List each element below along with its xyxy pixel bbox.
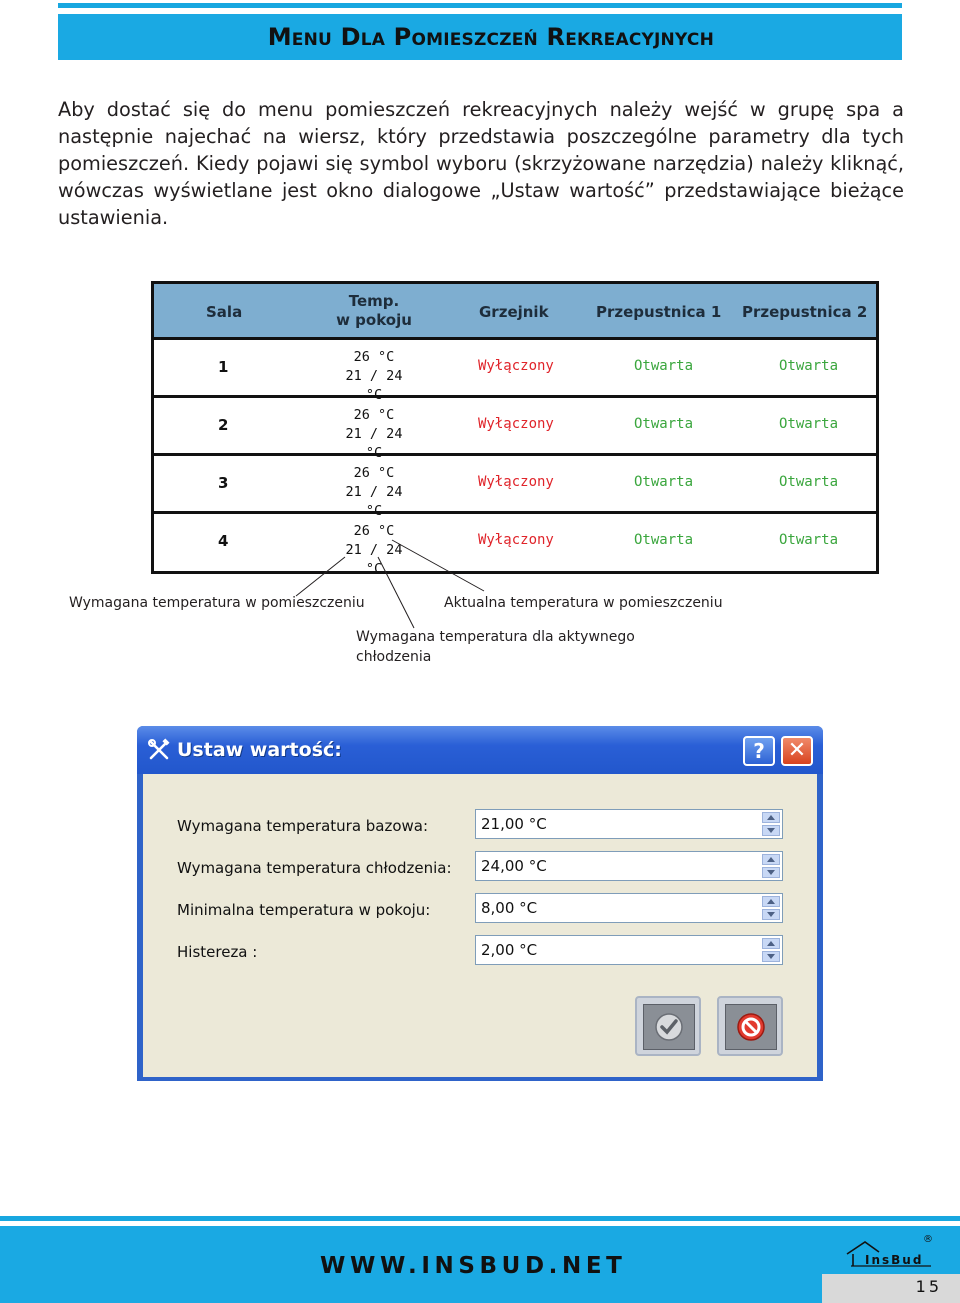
- room-setpoints: 21 / 24 °C: [345, 484, 403, 519]
- heater-status: Wyłączony: [478, 416, 554, 432]
- room-setpoints: 21 / 24 °C: [345, 368, 403, 403]
- damper2-status: Otwarta: [779, 416, 839, 432]
- stepper-up-icon[interactable]: [762, 854, 780, 865]
- leader-line-actual: [392, 540, 484, 591]
- dialog-body: [143, 774, 817, 1077]
- stepper-arrows[interactable]: [762, 854, 780, 878]
- set-value-dialog: [137, 726, 823, 1081]
- damper1-status: Otwarta: [634, 474, 694, 490]
- field-label-cooling-temp: Wymagana temperatura chłodzenia:: [177, 859, 452, 877]
- stepper-up-icon[interactable]: [762, 938, 780, 949]
- annotation-actual-temp: Aktualna temperatura w pomieszczeniu: [444, 595, 723, 611]
- header-damper1: Przepustnica 1: [596, 303, 722, 321]
- heater-status: Wyłączony: [478, 532, 554, 548]
- room-current-temp: 26 °C: [353, 407, 395, 423]
- stepper-down-icon[interactable]: [762, 825, 780, 836]
- header-heater: Grzejnik: [479, 303, 549, 321]
- logo-text: InsBud: [865, 1253, 924, 1267]
- stepper-down-icon[interactable]: [762, 867, 780, 878]
- heater-status: Wyłączony: [478, 358, 554, 374]
- checkmark-icon: [644, 1005, 694, 1049]
- annotation-required-temp: Wymagana temperatura w pomieszczeniu: [69, 595, 365, 611]
- cancel-button[interactable]: [717, 996, 783, 1056]
- footer-website: WWW.INSBUD.NET: [320, 1253, 627, 1279]
- hysteresis-value: 2,00 °C: [481, 941, 538, 959]
- stepper-arrows[interactable]: [762, 812, 780, 836]
- room-setpoints: 21 / 24 °C: [345, 426, 403, 461]
- room-number: 4: [218, 532, 229, 550]
- damper2-status: Otwarta: [779, 474, 839, 490]
- insbud-logo: [845, 1232, 935, 1272]
- annotation-cooling-line1: Wymagana temperatura dla aktywnego: [356, 629, 635, 645]
- hysteresis-stepper[interactable]: [475, 935, 783, 965]
- header-damper2: Przepustnica 2: [742, 303, 868, 321]
- cooling-temp-stepper[interactable]: [475, 851, 783, 881]
- page-number: 15: [915, 1277, 942, 1296]
- room-current-temp: 26 °C: [353, 523, 395, 539]
- stepper-down-icon[interactable]: [762, 909, 780, 920]
- min-temp-value: 8,00 °C: [481, 899, 538, 917]
- leader-line-cooling: [378, 557, 414, 628]
- close-button[interactable]: ✕: [781, 736, 813, 766]
- room-number: 1: [218, 358, 229, 376]
- base-temp-value: 21,00 °C: [481, 815, 547, 833]
- room-current-temp: 26 °C: [353, 349, 395, 365]
- dialog-title: Ustaw wartość:: [177, 739, 342, 761]
- min-temp-stepper[interactable]: [475, 893, 783, 923]
- header-room: Sala: [206, 303, 243, 321]
- header-temp-line1: Temp.: [348, 292, 400, 310]
- stepper-down-icon[interactable]: [762, 951, 780, 962]
- base-temp-stepper[interactable]: [475, 809, 783, 839]
- damper2-status: Otwarta: [779, 358, 839, 374]
- footer-top-rule: [0, 1216, 960, 1221]
- no-entry-icon: [726, 1005, 776, 1049]
- room-number: 2: [218, 416, 229, 434]
- field-label-hysteresis: Histereza :: [177, 943, 258, 961]
- room-current-temp: 26 °C: [353, 465, 395, 481]
- stepper-arrows[interactable]: [762, 896, 780, 920]
- crossed-tools-icon: [147, 738, 171, 762]
- ok-button[interactable]: [635, 996, 701, 1056]
- damper1-status: Otwarta: [634, 358, 694, 374]
- room-number: 3: [218, 474, 229, 492]
- damper1-status: Otwarta: [634, 532, 694, 548]
- stepper-up-icon[interactable]: [762, 812, 780, 823]
- intro-paragraph: Aby dostać się do menu pomieszczeń rekreacyjnych należy wejść w grupę spa a następnie najechać na wiersz, który przedstawia poszczególne parametry dla tych pomieszczeń. Kiedy pojawi się symbol wyboru (skrzyżowane narzędzia) należy kliknąć, wówczas wyświetlane jest okno dialogowe „Ustaw wartość” przedstawiające bieżące ustawienia.: [58, 98, 904, 229]
- page-title: Menu Dla Pomieszczeń Rekreacyjnych: [267, 23, 714, 51]
- heater-status: Wyłączony: [478, 474, 554, 490]
- field-label-min-temp: Minimalna temperatura w pokoju:: [177, 901, 431, 919]
- annotation-cooling-line2: chłodzenia: [356, 649, 432, 665]
- help-button[interactable]: ?: [743, 736, 775, 766]
- damper1-status: Otwarta: [634, 416, 694, 432]
- leader-line-required: [296, 557, 345, 596]
- cooling-temp-value: 24,00 °C: [481, 857, 547, 875]
- field-label-base-temp: Wymagana temperatura bazowa:: [177, 817, 429, 835]
- registered-mark: ®: [923, 1234, 933, 1245]
- dialog-titlebar[interactable]: [137, 726, 823, 774]
- damper2-status: Otwarta: [779, 532, 839, 548]
- room-setpoints: 21 / 24 °C: [345, 542, 403, 577]
- stepper-up-icon[interactable]: [762, 896, 780, 907]
- header-temp-line2: w pokoju: [336, 311, 412, 329]
- stepper-arrows[interactable]: [762, 938, 780, 962]
